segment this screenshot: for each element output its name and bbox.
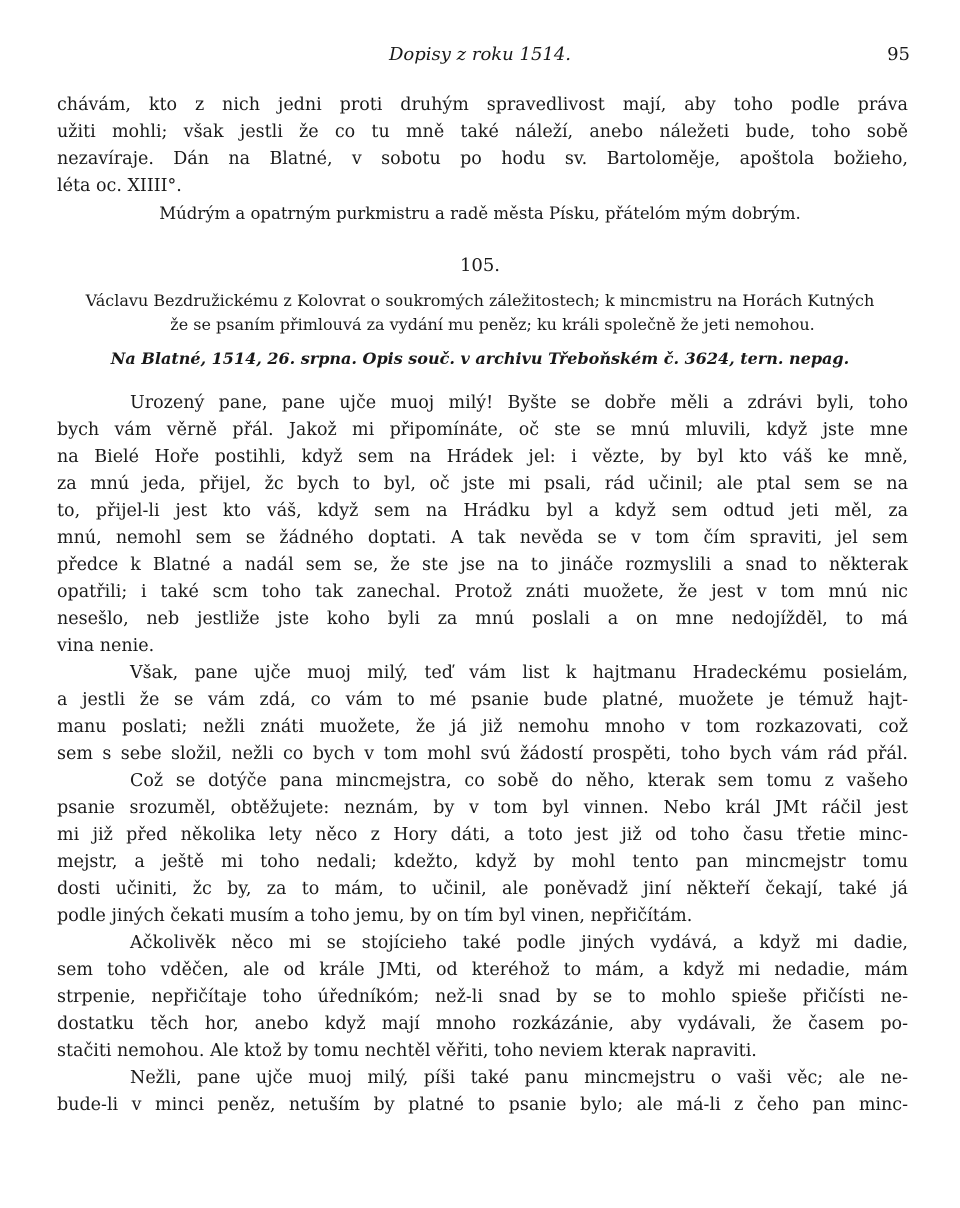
text-line: předce k Blatné a nadál sem se, že ste jse na to jináče rozmyslili a snad to některak xyxy=(57,555,908,575)
text-line: mejstr, a ještě mi toho nedali; kdežto, když by mohl tento pan mincmejstr tomu xyxy=(57,852,908,872)
text-line: sem toho vděčen, ale od krále JMti, od kteréhož to mám, a když mi nedadie, mám xyxy=(57,960,908,980)
text-line: bych vám věrně přál. Jakož mi připomínáte, oč ste se mnú mluvili, když jste mne xyxy=(57,420,908,440)
text-line: vina nenie. xyxy=(57,636,155,656)
text-line: mnú, nemohl sem se žádného doptati. A tak nevěda se v tom čím spraviti, jel sem xyxy=(57,528,908,548)
text-line: bude-li v minci peněz, netuším by platné to psanie bylo; ale má-li z čeho pan minc- xyxy=(57,1095,908,1115)
text-line: Což se dotýče pana mincmejstra, co sobě do něho, kterak sem tomu z vašeho xyxy=(130,771,908,791)
page-number: 95 xyxy=(887,44,910,65)
text-line: Urozený pane, pane ujče muoj milý! Byšte se dobře měli a zdrávi byli, toho xyxy=(130,393,908,413)
text-line: sem s sebe složil, nežli co bych v tom mohl svú žádostí prospěti, toho bych vám rád přál. xyxy=(57,744,908,764)
text-line: nezavíraje. Dán na Blatné, v sobotu po hodu sv. Bartoloměje, apoštola božieho, xyxy=(57,149,908,169)
text-line: Však, pane ujče muoj milý, teď vám list k hajtmanu Hradeckému posielám, xyxy=(130,663,908,683)
text-line: nesešlo, neb jestliže jste koho byli za mnú poslali a on mne nedojíždĕl, to má xyxy=(57,609,908,629)
text-line: Nežli, pane ujče muoj milý, píši také panu mincmejstru o vaši věc; ale ne- xyxy=(130,1068,908,1088)
text-line: psanie srozuměl, obtěžujete: neznám, by v tom byl vinnen. Nebo král JMt ráčil jest xyxy=(57,798,908,818)
text-line: Ačkolivěk něco mi se stojícieho také podle jiných vydává, a když mi dadie, xyxy=(130,933,908,953)
text-line: užiti mohli; však jestli že co tu mně také náleží, anebo náležeti bude, toho sobě xyxy=(57,122,908,142)
text-line: a jestli že se vám zdá, co vám to mé psanie bude platné, muožete je témuž hajt- xyxy=(57,690,908,710)
text-line: manu poslati; nežli znáti muožete, že já již nemohu mnoho v tom rozkazovati, což xyxy=(57,717,908,737)
text-line: za mnú jeda, přijel, žc bych to byl, oč jste mi psali, rád učinil; ale ptal sem se na xyxy=(57,474,908,494)
text-line: stačiti nemohou. Ale ktož by tomu nechtěl věřiti, toho neviem kterak napraviti. xyxy=(57,1041,757,1061)
letter-summary-line: Václavu Bezdružickému z Kolovrat o soukromých záležitostech; k mincmistru na Horách Kutných xyxy=(85,291,875,310)
text-line: dostatku těch hor, anebo když mají mnoho rozkázánie, aby vydávali, že časem po- xyxy=(57,1014,908,1034)
text-line: to, přijel-li jest kto váš, když sem na Hrádku byl a když sem odtud jeti měl, za xyxy=(57,501,908,521)
text-line: na Bielé Hoře postihli, když sem na Hrádek jel: i vězte, by byl kto váš ke mně, xyxy=(57,447,908,467)
source-note: Na Blatné, 1514, 26. srpna. Opis souč. v archivu Třeboňském č. 3624, tern. nepag. xyxy=(110,349,850,368)
text-line: léta oc. XIIII°. xyxy=(57,176,182,196)
text-line: mi již před několika lety něco z Hory dáti, a toto jest již od toho času třetie minc- xyxy=(57,825,908,845)
text-line: strpenie, nepřičítaje toho úředníkóm; než-li snad by se to mohlo spieše přičísti ne- xyxy=(57,987,908,1007)
letter-address: Múdrým a opatrným purkmistru a radě města Písku, přátelóm mým dobrým. xyxy=(159,204,801,223)
text-line: dosti učiniti, žc by, za to mám, to učinil, ale poněvadž jiní někteří čekají, také já xyxy=(57,879,908,899)
text-line: chávám, kto z nich jedni proti druhým spravedlivost mají, aby toho podle práva xyxy=(57,95,908,115)
running-title: Dopisy z roku 1514. xyxy=(388,44,572,65)
letter-summary-line: že se psaním přimlouvá za vydání mu peněz; ku králi společně že jeti nemohou. xyxy=(170,315,815,334)
letter-number: 105. xyxy=(459,255,501,276)
text-line: podle jiných čekati musím a toho jemu, by on tím byl vinen, nepřičítám. xyxy=(57,906,693,926)
text-line: opatřili; i také scm toho tak zanechal. Protož znáti muožete, že jest v tom mnú nic xyxy=(57,582,908,602)
